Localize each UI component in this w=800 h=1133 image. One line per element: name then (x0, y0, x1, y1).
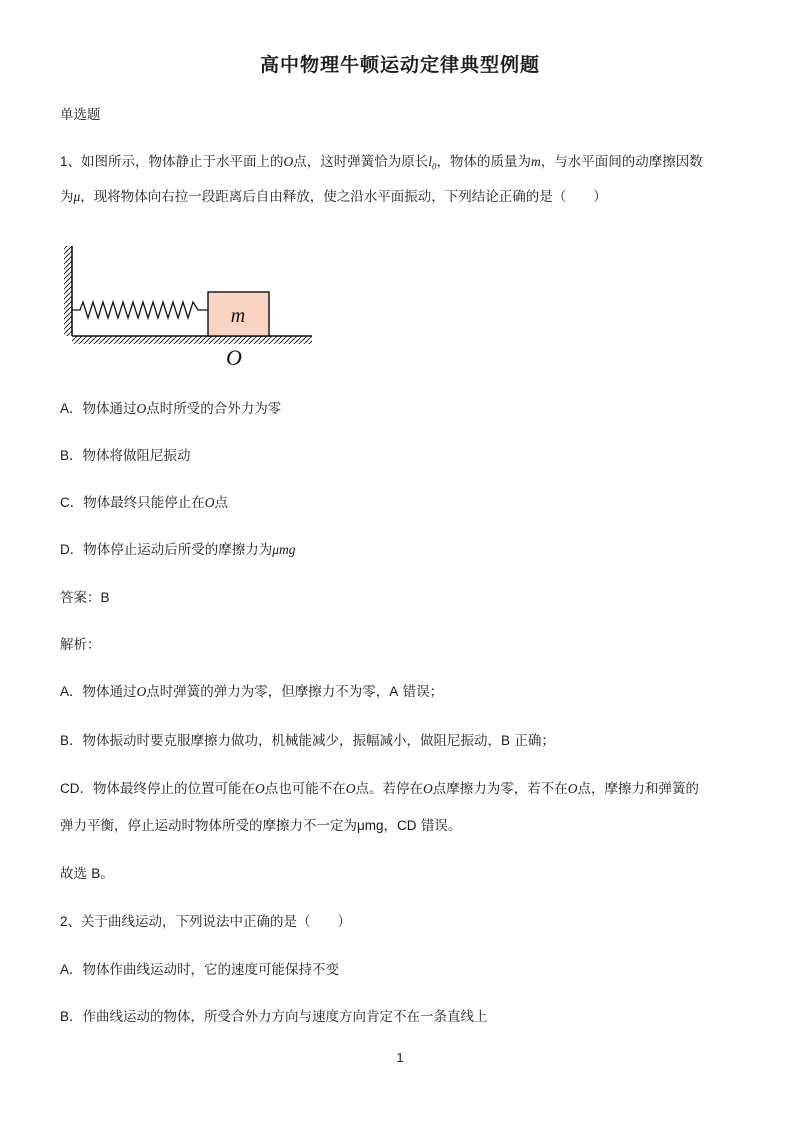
floor-hatching (72, 336, 312, 344)
symbol-o: O (255, 781, 265, 796)
q1-option-b (60, 446, 750, 466)
verdict-tag: A (389, 684, 399, 699)
analysis-text: 故选 (60, 866, 92, 882)
q1-text: ，与水平面间的动摩擦因数 (540, 154, 703, 170)
symbol-mg: mg (279, 542, 296, 557)
option-text: ．物体最终只能停止在 (69, 495, 205, 511)
analysis-text: 错误。 (416, 818, 462, 834)
option-letter: D (60, 542, 70, 557)
analysis-text: 点时弹簧的弹力为零，但摩擦力不为零， (146, 684, 390, 700)
q2-option-b (60, 1007, 750, 1027)
q1-analysis-a (60, 682, 750, 702)
analysis-text: 点也可能不在 (264, 781, 346, 797)
q1-symbol-mu: μ (73, 189, 81, 204)
option-text: ．物体停止运动后所受的摩擦力为 (69, 542, 273, 558)
q1-symbol-m: m (531, 154, 541, 169)
analysis-text: 。 (100, 866, 114, 882)
q1-symbol-l-sub: 0 (432, 161, 437, 172)
mass-label: m (230, 305, 246, 327)
answer-label: 答案： (60, 590, 101, 606)
q1-analysis-cd-line2 (60, 816, 750, 836)
option-text: ．物体作曲线运动时，它的速度可能保持不变 (69, 962, 340, 978)
option-letter: B (60, 733, 70, 748)
analysis-text: 点，摩擦力和弹簧的 (577, 781, 699, 797)
q1-number: 1 (60, 154, 68, 169)
q2-number: 2 (60, 914, 68, 929)
origin-label: O (226, 345, 242, 370)
section-heading: 单选题 (60, 107, 101, 123)
q2-option-a (60, 960, 750, 980)
analysis-text: ， (383, 818, 398, 834)
q1-option-a (60, 399, 750, 419)
option-letter: B (60, 448, 70, 463)
analysis-text: ．物体通过 (69, 684, 137, 700)
q1-analysis-cd-line1 (60, 779, 750, 799)
q1-stem-line2 (60, 187, 750, 207)
q1-text: 点，这时弹簧恰为原长 (293, 154, 429, 170)
analysis-text: 点摩擦力为零，若不在 (432, 781, 568, 797)
q1-text: 、如图所示，物体静止于水平面上的 (67, 154, 284, 170)
q1-conclusion (60, 864, 750, 884)
symbol-o: O (136, 401, 147, 416)
verdict-tag: CD (397, 818, 417, 833)
q1-symbol-o: O (283, 154, 294, 169)
option-text: 点时所受的合外力为零 (146, 401, 282, 417)
q1-option-c (60, 493, 750, 513)
option-text: ．作曲线运动的物体，所受合外力方向与速度方向肯定不在一条直线上 (69, 1009, 488, 1025)
q1-option-d (60, 540, 750, 560)
analysis-text: 点。若停在 (355, 781, 423, 797)
wall-hatching (64, 246, 72, 336)
option-letter: A (60, 962, 70, 977)
spring (72, 302, 208, 318)
option-letter: CD (60, 781, 80, 796)
symbol-o: O (345, 781, 356, 796)
page-number: 1 (396, 1050, 404, 1065)
q1-answer (60, 588, 750, 608)
verdict-tag: B (501, 733, 511, 748)
symbol-mu: μ (272, 542, 280, 557)
q1-analysis-label: 解析： (60, 637, 101, 653)
q1-text: 为 (60, 189, 74, 205)
q1-text: ，现将物体向右拉一段距离后自由释放，使之沿水平面振动，下列结论正确的是（ ） (80, 189, 607, 205)
analysis-text: ．物体最终停止的位置可能在 (79, 781, 255, 797)
q1-symbol-l: l (428, 154, 433, 169)
option-letter: B (60, 1009, 70, 1024)
q1-analysis-b (60, 731, 750, 751)
option-text: ．物体通过 (69, 401, 137, 417)
verdict-tag: B (91, 866, 101, 881)
symbol-o: O (136, 684, 147, 699)
analysis-text: ．物体振动时要克服摩擦力做功，机械能减少，振幅减小，做阻尼振动， (69, 733, 502, 749)
spring-mass-figure (60, 238, 320, 373)
analysis-text: 错误； (398, 684, 444, 700)
symbol-o: O (423, 781, 433, 796)
symbol-o: O (567, 781, 578, 796)
option-letter: A (60, 401, 70, 416)
analysis-text: 弹力平衡，停止运动时物体所受的摩擦力不一定为 (60, 818, 357, 834)
option-letter: C (60, 495, 70, 510)
option-letter: A (60, 684, 70, 699)
symbol-mumg: μmg (357, 818, 384, 833)
q1-text: ，物体的质量为 (436, 154, 532, 170)
analysis-text: 正确； (510, 733, 555, 749)
q2-text: 、关于曲线运动，下列说法中正确的是（ ） (67, 914, 352, 930)
symbol-o: O (204, 495, 215, 510)
answer-value: B (100, 590, 110, 605)
option-text: 点 (214, 495, 228, 511)
option-text: ．物体将做阻尼振动 (69, 448, 191, 464)
document-title: 高中物理牛顿运动定律典型例题 (259, 54, 540, 76)
q1-stem-line1 (60, 152, 750, 177)
q2-stem (60, 912, 750, 932)
